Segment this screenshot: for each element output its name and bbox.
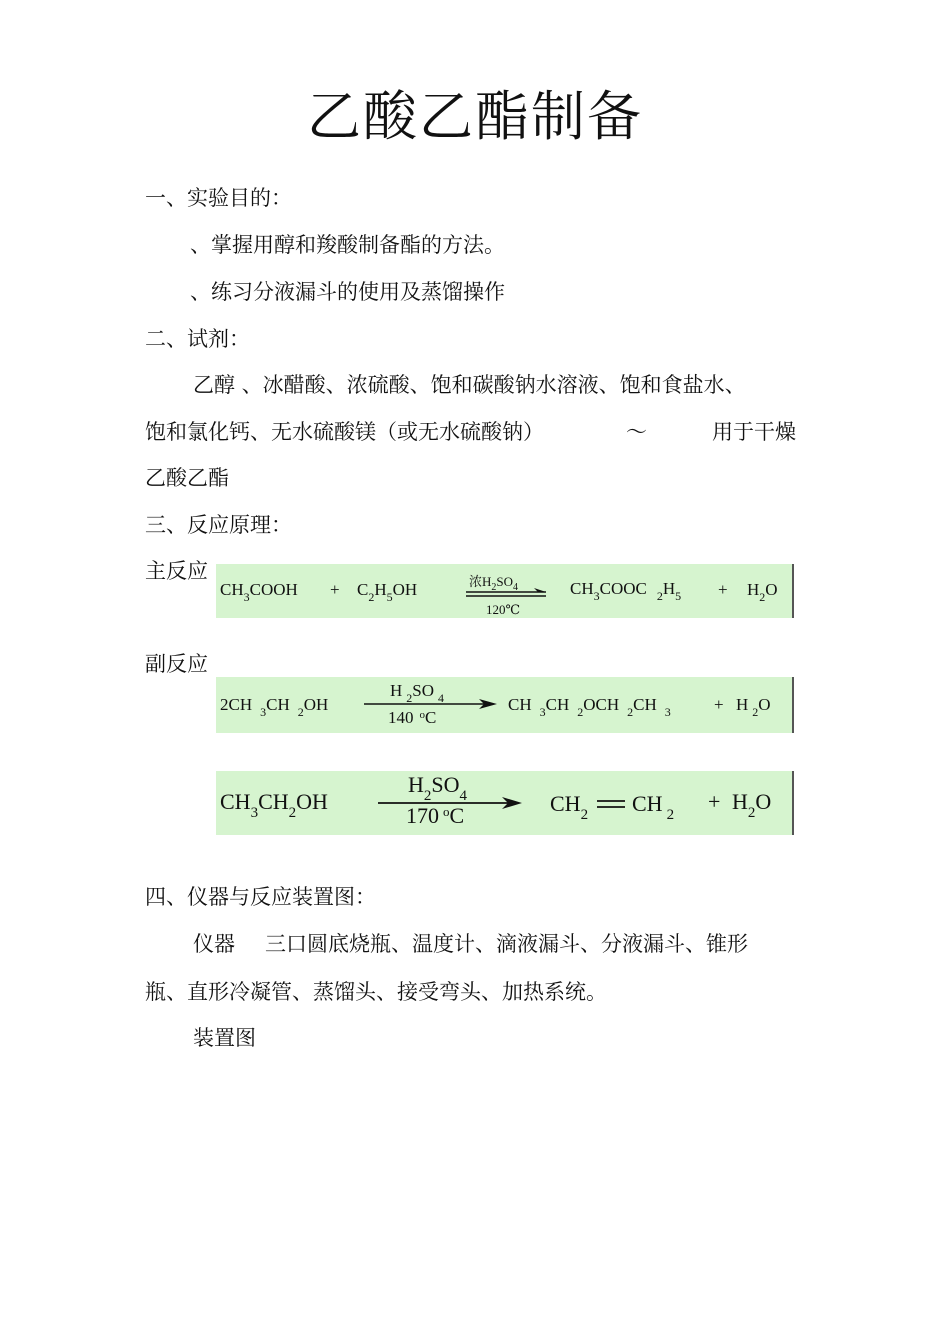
svg-text:170oC: 170 $^o$C <box>406 803 465 828</box>
svg-text:C2H5OH: $C_2H_5OH$ <box>357 580 418 604</box>
main-reaction-equation <box>216 564 794 618</box>
reagents-heading: 二、试剂： <box>145 327 250 351</box>
svg-text:CH2: $CH_2$ <box>550 791 589 823</box>
svg-text:CH2: CH $_2$ <box>632 791 675 823</box>
svg-text:H2O: $H_2O$ <box>747 580 778 604</box>
svg-text:H2O: $H_2O$ <box>732 789 772 821</box>
svg-text:120℃: 120℃ <box>486 602 521 617</box>
svg-text:+: + <box>330 580 340 599</box>
svg-text:+: + <box>718 580 728 599</box>
svg-text:H2SO4: H $_2$SO $_4$ <box>390 681 445 705</box>
apparatus-label: 仪器 <box>193 932 235 956</box>
reagents-line-3: 乙酸乙酯 <box>145 466 229 490</box>
apparatus-heading: 四、仪器与反应装置图： <box>145 885 376 909</box>
side-reaction-label: 副反应 <box>145 652 208 676</box>
side-reaction-equation-1 <box>216 677 794 733</box>
reagents-line-2c: 用于干燥 <box>712 420 796 444</box>
svg-text:H2SO4: $H_2SO_4$ <box>408 772 468 804</box>
principle-heading: 三、反应原理： <box>145 513 292 537</box>
main-reaction-label: 主反应 <box>145 559 208 583</box>
svg-text:CH3COOH: $CH_3COOH$ <box>220 580 298 604</box>
reagents-tilde: ～ <box>626 420 647 444</box>
reagents-line-2a: 饱和氯化钙、无水硫酸镁（或无水硫酸钠） <box>145 420 544 444</box>
svg-text:CH3CH2OH: $CH_3CH_2OH$ <box>220 789 328 821</box>
svg-text:2CH3CH2OH: 2CH $_3$CH $_2$OH <box>220 695 329 719</box>
svg-text:CH3COOC2H5: $CH_3COOC$ $_2H_5$ <box>570 579 682 603</box>
purpose-item-1: 、掌握用醇和羧酸制备酯的方法。 <box>190 233 505 257</box>
svg-text:H2O: H $_2$O <box>736 695 771 719</box>
diagram-label: 装置图 <box>193 1026 256 1050</box>
apparatus-list-line-2: 瓶、直形冷凝管、蒸馏头、接受弯头、加热系统。 <box>145 980 607 1004</box>
svg-text:+: + <box>714 695 724 714</box>
apparatus-list-line-1: 三口圆底烧瓶、温度计、滴液漏斗、分液漏斗、锥形 <box>265 932 748 956</box>
page-title: 乙酸乙酯制备 <box>307 85 643 148</box>
svg-text:140oC: 140 $^o$C <box>388 708 437 727</box>
svg-text:CH3CH2OCH2CH3: CH $_3$CH $_2$OCH $_2$CH $_3$ <box>508 695 671 719</box>
purpose-item-2: 、练习分液漏斗的使用及蒸馏操作 <box>190 280 505 304</box>
purpose-heading: 一、实验目的： <box>145 186 292 210</box>
svg-text:浓H2SO4: 浓$H_2SO_4$ <box>469 574 519 593</box>
svg-text:+: + <box>708 789 721 814</box>
side-reaction-equation-2 <box>216 771 794 835</box>
reagents-line-1: 乙醇 、冰醋酸、浓硫酸、饱和碳酸钠水溶液、饱和食盐水、 <box>193 373 746 397</box>
